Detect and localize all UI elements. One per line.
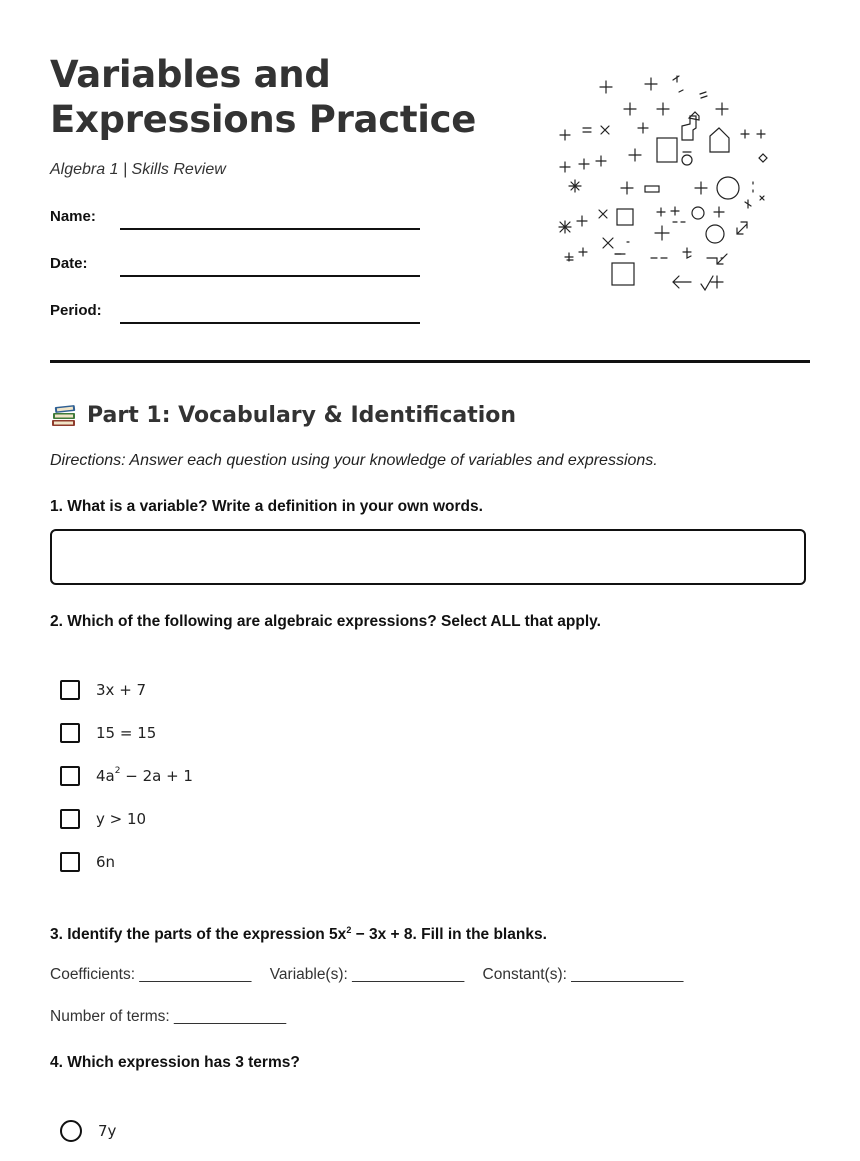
q2-checkbox-5[interactable] [60,852,80,872]
directions: Directions: Answer each question using your knowledge of variables and expressions. [50,452,658,469]
q2-option-3[interactable] [60,763,193,789]
question-4: 4. Which expression has 3 terms? [50,1054,300,1071]
q2-option-3-label [96,767,193,785]
q3-blanks-row [50,966,683,984]
q2-checkbox-2[interactable] [60,723,80,743]
name-field[interactable] [50,208,430,238]
q2-checkbox-4[interactable] [60,809,80,829]
q2-option-3-rest: − 2a + 1 [120,767,193,785]
q2-option-4[interactable] [60,806,146,832]
terms-blank[interactable]: _____________ [174,1008,287,1025]
coefficients-label: Coefficients: [50,966,140,983]
question-1: 1. What is a variable? Write a definition in your own words. [50,498,483,515]
math-symbols-doodle-icon [555,72,787,294]
q4-radio-1[interactable] [60,1120,82,1142]
date-field[interactable] [50,255,430,285]
date-line[interactable] [120,275,420,277]
question-2: 2. Which of the following are algebraic expressions? Select ALL that apply. [50,613,601,630]
title-line-1: Variables and [50,53,331,96]
terms-label: Number of terms: [50,1008,175,1025]
page-title [50,52,476,142]
q3-prompt-exponent: 2 [346,925,352,935]
q2-checkbox-1[interactable] [60,680,80,700]
q2-option-2[interactable] [60,720,156,746]
q3-prompt-end: − 3x + 8. Fill in the blanks. [351,926,547,944]
q2-option-3-exponent: 2 [114,766,121,776]
constant-label: Constant(s): [482,966,572,983]
q1-answer-box[interactable] [50,529,806,585]
period-field[interactable] [50,302,430,332]
q4-option-1-label: 7y [98,1122,117,1140]
period-line[interactable] [120,322,420,324]
title-line-2: Expressions Practice [50,98,477,141]
q2-option-5-label: 6n [96,853,116,871]
q2-option-2-label: 15 = 15 [96,724,157,742]
q2-option-5[interactable] [60,849,115,875]
constant-blank[interactable]: _____________ [571,966,684,983]
name-label: Name: [50,208,96,225]
coefficients-blank[interactable]: _____________ [139,966,252,983]
q2-option-1-label: 3x + 7 [96,681,147,699]
subtitle: Algebra 1 | Skills Review [50,161,226,178]
date-label: Date: [50,255,88,272]
name-line[interactable] [120,228,420,230]
part1-heading [50,398,516,432]
q2-option-1[interactable] [60,677,146,703]
q3-prompt-start: 3. Identify the parts of the expression 5x [50,926,347,944]
question-3 [50,925,547,944]
q2-checkbox-3[interactable] [60,766,80,786]
q3-terms-row [50,1008,286,1026]
q2-option-4-label: y > 10 [96,810,147,828]
q4-option-1[interactable] [60,1118,116,1144]
period-label: Period: [50,302,102,319]
header-divider [50,360,810,363]
variables-blank[interactable]: _____________ [352,966,465,983]
books-icon [50,401,78,429]
q2-option-3-base: 4a [96,767,115,785]
part1-title: Part 1: Vocabulary & Identification [87,402,517,428]
variables-label: Variable(s): [269,966,353,983]
